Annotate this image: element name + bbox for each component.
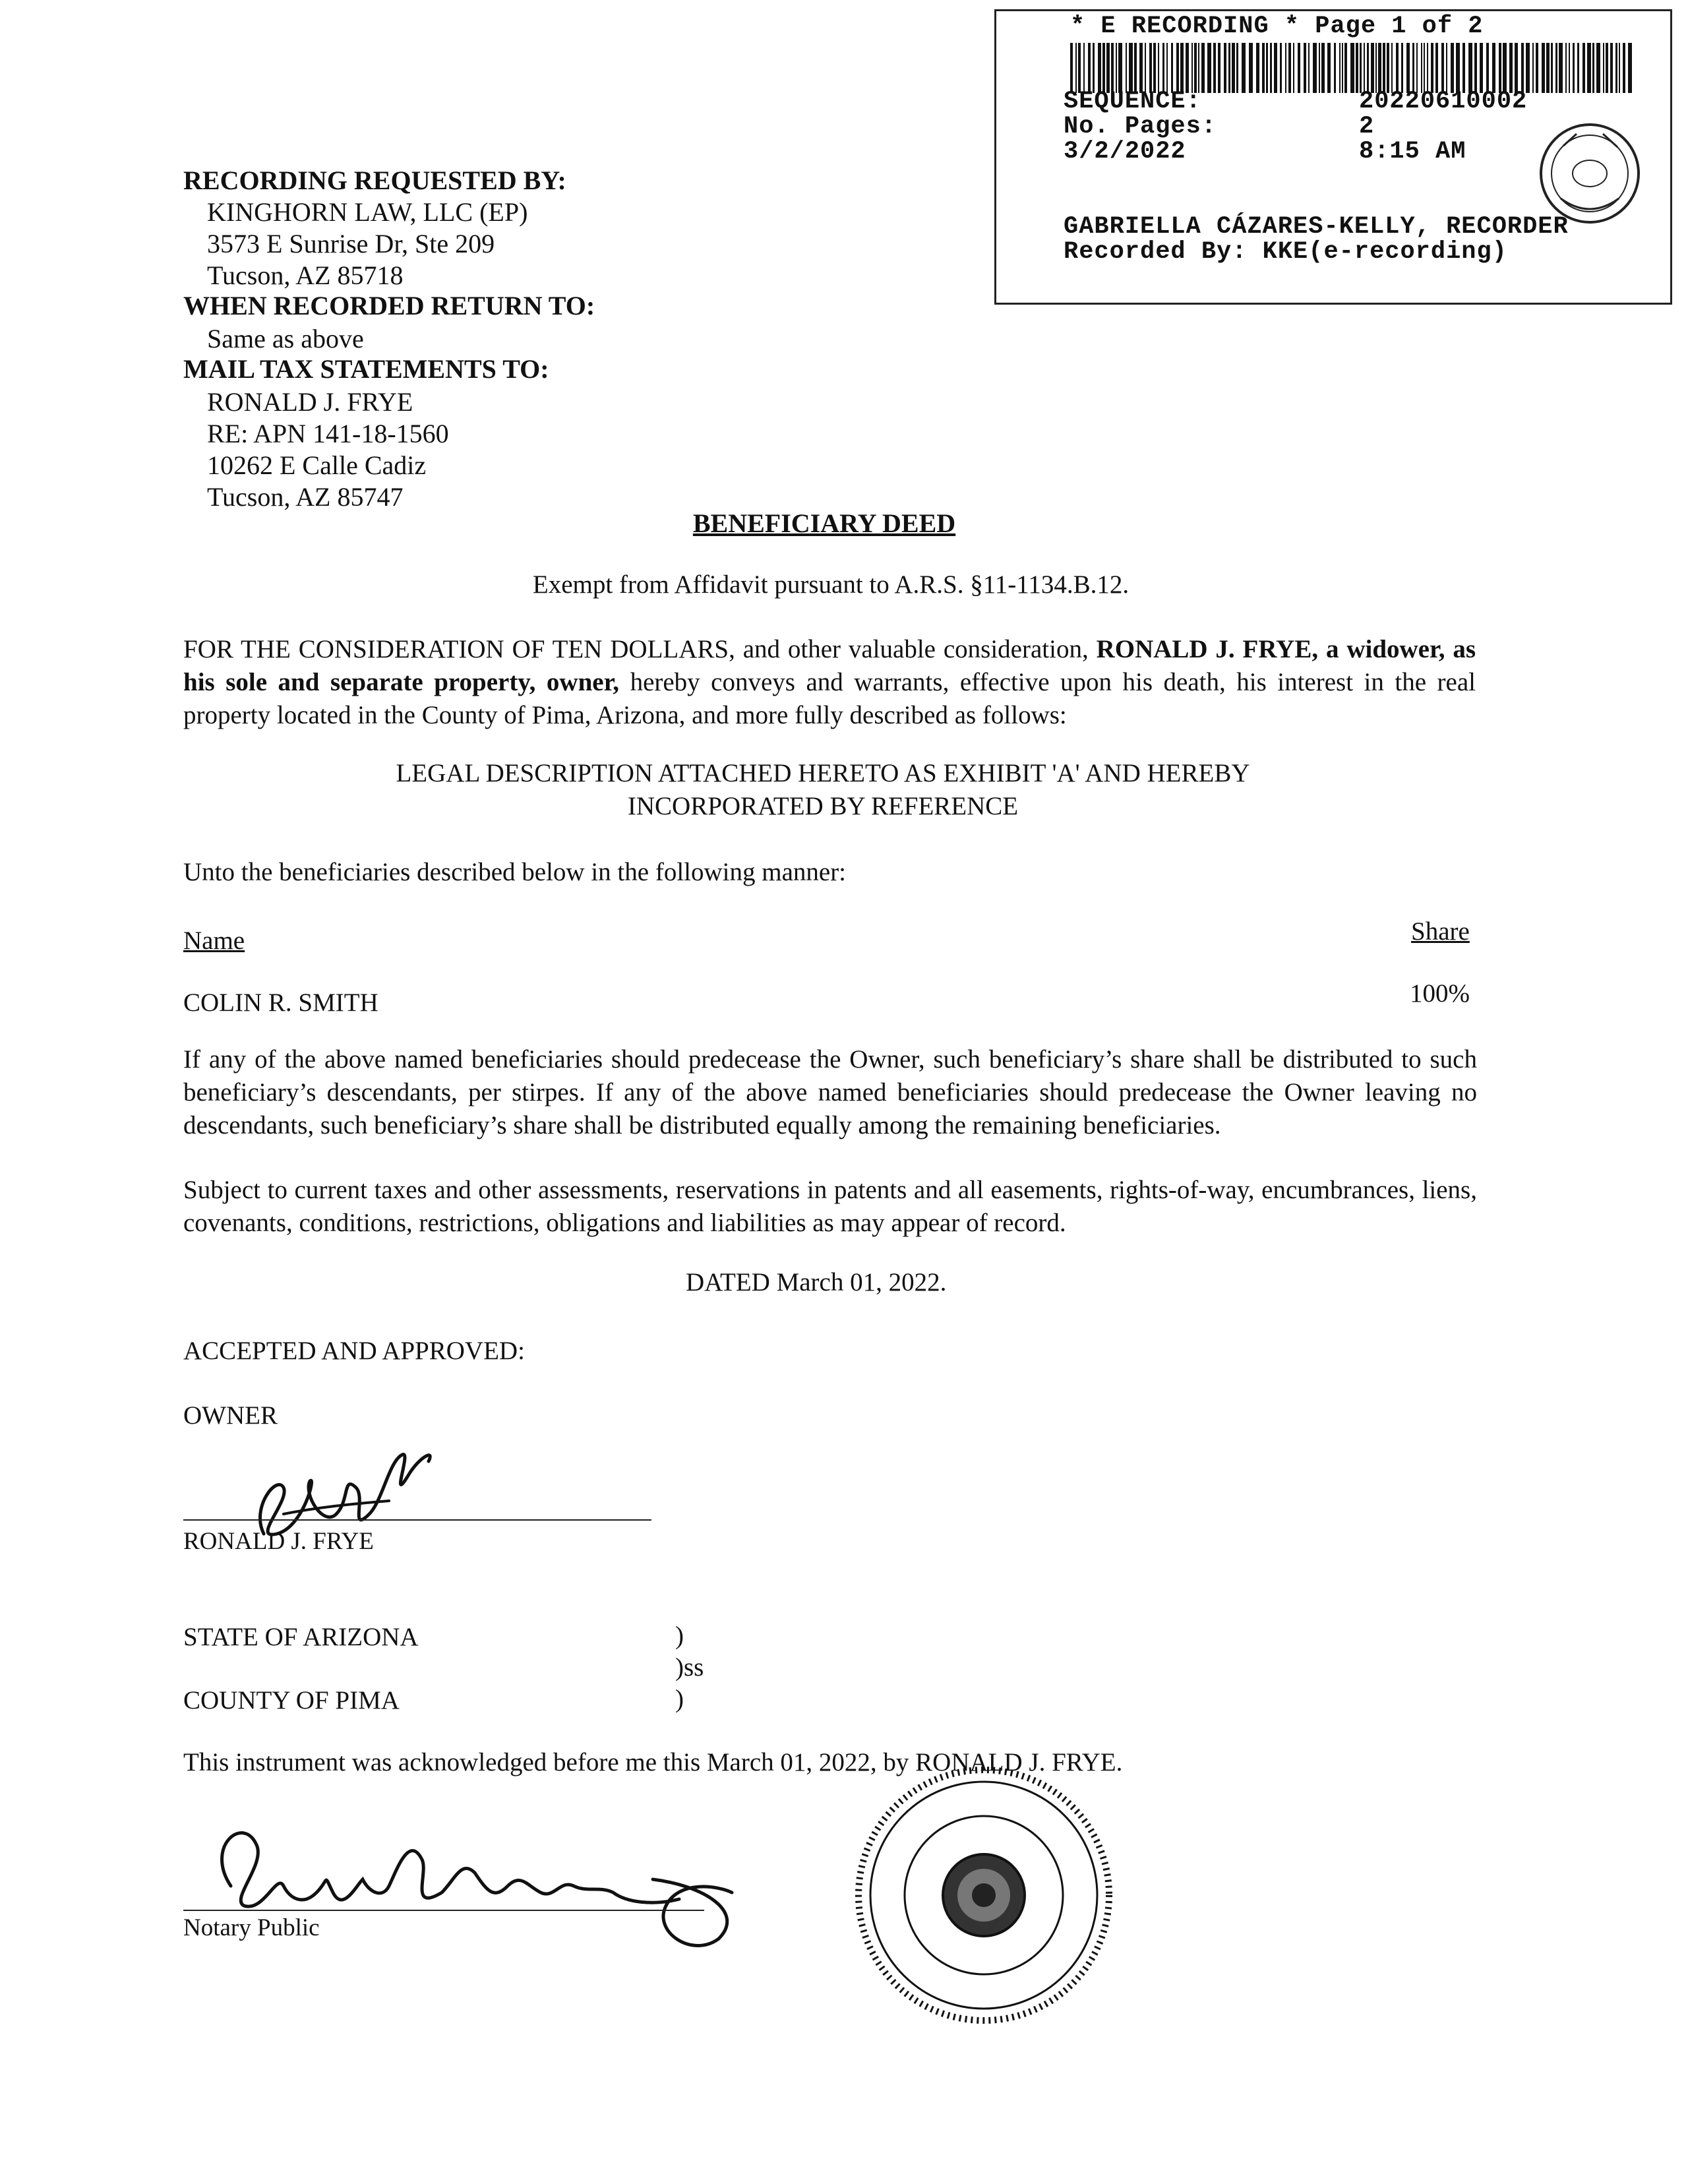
- predecease-paragraph: If any of the above named beneficiaries should predecease the Owner, such beneficiary’s share shall be distributed to such beneficiary’s descendants, per stirpes. If any of the above named beneficiaries should predecease the Owner leaving no descendants, such beneficiary’s share shall be distributed equally among the remaining beneficiaries.: [183, 1045, 1477, 1139]
- pages-value: 2: [1359, 113, 1375, 140]
- barcode-bar: [1441, 43, 1444, 93]
- barcode-bar: [1232, 43, 1235, 93]
- barcode-bar: [1139, 43, 1143, 93]
- grantor-description: RONALD J. FRYE, a widower, as his sole and separate property, owner,: [183, 635, 1476, 696]
- barcode-bar: [1213, 43, 1216, 93]
- barcode-bar: [1176, 43, 1179, 93]
- barcode-bar: [1509, 43, 1513, 93]
- consideration-text: FOR THE CONSIDERATION OF TEN DOLLARS, and other valuable consideration,: [183, 635, 1097, 663]
- barcode-bar: [1623, 43, 1625, 93]
- barcode-bar: [1228, 43, 1230, 93]
- barcode-bar: [1116, 43, 1117, 93]
- barcode-bar: [1371, 43, 1374, 93]
- accepted-label: ACCEPTED AND APPROVED:: [183, 1337, 525, 1365]
- barcode-bar: [1242, 43, 1246, 93]
- legal-description-line: LEGAL DESCRIPTION ATTACHED HERETO AS EXHIBIT 'A' AND HEREBY: [396, 759, 1250, 787]
- barcode-bar: [1218, 43, 1221, 93]
- barcode-bar: [1551, 43, 1553, 93]
- barcode-bar: [1149, 43, 1152, 93]
- barcode-bar: [1298, 43, 1300, 93]
- stamp-header: * E RECORDING * Page 1 of 2: [1070, 13, 1484, 40]
- return-to-line: Same as above: [207, 324, 364, 353]
- barcode-bar: [1427, 43, 1428, 93]
- barcode-bar: [1126, 43, 1127, 93]
- barcode-bar: [1565, 43, 1567, 93]
- barcode-bar: [1582, 43, 1585, 93]
- barcode-bar: [1468, 43, 1472, 93]
- barcode-bar: [1474, 43, 1477, 93]
- barcode-bar: [1293, 43, 1294, 93]
- subject-to-paragraph: Subject to current taxes and other assessments, reservations in patents and all easements, rights-of-way, encumbrances, liens, covenants, conditions, restrictions, obligations and liabilities as may appear of record.: [183, 1176, 1477, 1237]
- mail-tax-line: RONALD J. FRYE: [207, 387, 413, 417]
- barcode-bar: [1542, 43, 1545, 93]
- barcode-bar: [1280, 43, 1282, 93]
- barcode-bar: [1596, 43, 1600, 93]
- sequence-value: 20220610002: [1359, 88, 1528, 115]
- requested-by-line: Tucson, AZ 85718: [207, 260, 404, 290]
- barcode-bar: [1308, 43, 1310, 93]
- barcode-bar: [1078, 43, 1081, 93]
- return-to-label: WHEN RECORDED RETURN TO:: [183, 291, 595, 320]
- barcode-bar: [1093, 43, 1095, 93]
- mail-tax-line: 10262 E Calle Cadiz: [207, 450, 427, 480]
- barcode-bar: [1378, 43, 1381, 93]
- barcode-bar: [1503, 43, 1507, 93]
- barcode-bar: [1129, 43, 1133, 93]
- barcode-bar: [1610, 43, 1613, 93]
- barcode-bar: [1356, 43, 1358, 93]
- barcode-bar: [1396, 43, 1399, 93]
- state-line: STATE OF ARIZONA: [183, 1623, 419, 1651]
- barcode-bar: [1111, 43, 1114, 93]
- barcode-bar: [1083, 43, 1085, 93]
- recording-date: 3/2/2022: [1064, 138, 1186, 166]
- recorder-name: GABRIELLA CÁZARES-KELLY, RECORDER: [1064, 213, 1569, 241]
- barcode-bar: [1274, 43, 1277, 93]
- barcode-bar: [1559, 43, 1563, 93]
- county-line: COUNTY OF PIMA: [183, 1686, 400, 1714]
- owner-name: RONALD J. FRYE: [183, 1528, 374, 1555]
- barcode-bar: [1569, 43, 1570, 93]
- barcode-bar: [1344, 43, 1347, 93]
- sequence-label: SEQUENCE:: [1064, 88, 1201, 115]
- barcode-bar: [1628, 43, 1632, 93]
- barcode-bar: [1153, 43, 1156, 93]
- barcode-bar: [1431, 43, 1433, 93]
- barcode-bar: [1406, 43, 1410, 93]
- recording-time: 8:15 AM: [1359, 138, 1466, 166]
- barcode-bar: [1249, 43, 1253, 93]
- barcode-bar: [1546, 43, 1550, 93]
- barcode-bar: [1555, 43, 1557, 93]
- barcode-bar: [1186, 43, 1189, 93]
- barcode-bar: [1462, 43, 1465, 93]
- barcode-bar: [1134, 43, 1137, 93]
- consideration-text: hereby conveys and warrants, effective upon his death, his interest in the real property located in the County of Pima, Arizona, and more fully described as follows:: [183, 668, 1476, 729]
- beneficiary-name: COLIN R. SMITH: [183, 988, 378, 1017]
- barcode-bar: [1166, 43, 1168, 93]
- barcode-bar: [1342, 43, 1343, 93]
- notary-signature-line: [183, 1910, 704, 1911]
- barcode-bar: [1070, 43, 1073, 93]
- barcode-bar: [1446, 43, 1447, 93]
- barcode-bar: [1201, 43, 1205, 93]
- barcode-bar: [1587, 43, 1591, 93]
- barcode-bar: [1521, 43, 1524, 93]
- unto-line: Unto the beneficiaries described below in the following manner:: [183, 858, 847, 886]
- share-column-header: Share: [1411, 917, 1470, 946]
- barcode-bar: [1256, 43, 1259, 93]
- barcode-bar: [1304, 43, 1306, 93]
- barcode-bar: [1319, 43, 1320, 93]
- exempt-line: Exempt from Affidavit pursuant to A.R.S. §11-1134.B.12.: [532, 570, 1130, 599]
- requested-by-label: RECORDING REQUESTED BY:: [183, 166, 566, 195]
- barcode-bar: [1313, 43, 1317, 93]
- barcode-bar: [1532, 43, 1534, 93]
- barcode-bar: [1266, 43, 1268, 93]
- barcode-bar: [1194, 43, 1197, 93]
- consideration-paragraph: [183, 633, 1476, 732]
- barcode-bar: [1424, 43, 1425, 93]
- barcode-bar: [1360, 43, 1362, 93]
- requested-by-line: KINGHORN LAW, LLC (EP): [207, 197, 528, 227]
- barcode-bar: [1191, 43, 1193, 93]
- barcode-bar: [1592, 43, 1594, 93]
- barcode-bar: [1270, 43, 1272, 93]
- barcode-bar: [1098, 43, 1101, 93]
- barcode-bar: [1106, 43, 1110, 93]
- barcode-bar: [1236, 43, 1238, 93]
- owner-label: OWNER: [183, 1401, 278, 1430]
- notary-label: Notary Public: [183, 1914, 320, 1941]
- beneficiary-share: 100%: [1410, 979, 1470, 1008]
- recorder-seal-icon: [1537, 121, 1643, 226]
- requested-by-line: 3573 E Sunrise Dr, Ste 209: [207, 229, 495, 258]
- mail-tax-label: MAIL TAX STATEMENTS TO:: [183, 354, 549, 384]
- barcode-bar: [1499, 43, 1501, 93]
- document-title: BENEFICIARY DEED: [692, 508, 956, 538]
- acknowledgment-line: This instrument was acknowledged before me this March 01, 2022, by RONALD J. FRYE.: [183, 1748, 1123, 1776]
- barcode-bar: [1364, 43, 1365, 93]
- barcode-bar: [1451, 43, 1454, 93]
- mail-tax-line: Tucson, AZ 85747: [207, 482, 404, 512]
- barcode-bar: [1198, 43, 1199, 93]
- barcode-bar: [1367, 43, 1369, 93]
- barcode-bar: [1421, 43, 1422, 93]
- name-column-header: Name: [183, 926, 245, 955]
- barcode-bar: [1412, 43, 1414, 93]
- barcode-bar: [1207, 43, 1211, 93]
- venue-paren: ): [675, 1685, 684, 1713]
- barcode-bar: [1480, 43, 1483, 93]
- recorded-by: Recorded By: KKE(e-recording): [1064, 238, 1507, 266]
- barcode-bar: [1075, 43, 1077, 93]
- barcode-bar: [1492, 43, 1495, 93]
- barcode: [1070, 43, 1633, 93]
- barcode-bar: [1619, 43, 1620, 93]
- barcode-bar: [1288, 43, 1291, 93]
- barcode-bar: [1603, 43, 1604, 93]
- barcode-bar: [1606, 43, 1608, 93]
- barcode-bar: [1615, 43, 1617, 93]
- barcode-bar: [1526, 43, 1530, 93]
- barcode-bar: [1180, 43, 1184, 93]
- barcode-bar: [1515, 43, 1518, 93]
- venue-paren: ): [675, 1622, 684, 1650]
- barcode-bar: [1391, 43, 1393, 93]
- barcode-bar: [1375, 43, 1377, 93]
- barcode-bar: [1339, 43, 1341, 93]
- barcode-bar: [1401, 43, 1403, 93]
- mail-tax-line: RE: APN 141-18-1560: [207, 419, 449, 448]
- barcode-bar: [1158, 43, 1159, 93]
- barcode-bar: [1145, 43, 1146, 93]
- barcode-bar: [1486, 43, 1489, 93]
- barcode-bar: [1416, 43, 1418, 93]
- dated-line: DATED March 01, 2022.: [686, 1268, 947, 1296]
- barcode-bar: [1321, 43, 1325, 93]
- legal-description-line: INCORPORATED BY REFERENCE: [627, 792, 1019, 820]
- barcode-bar: [1327, 43, 1331, 93]
- barcode-bar: [1162, 43, 1164, 93]
- recording-stamp: [994, 9, 1672, 305]
- notary-seal-icon: [851, 1762, 1117, 2028]
- barcode-bar: [1577, 43, 1579, 93]
- owner-signature-line: [183, 1519, 651, 1521]
- barcode-bar: [1350, 43, 1354, 93]
- barcode-bar: [1383, 43, 1385, 93]
- barcode-bar: [1171, 43, 1173, 93]
- barcode-bar: [1435, 43, 1438, 93]
- barcode-bar: [1387, 43, 1389, 93]
- barcode-bar: [1088, 43, 1091, 93]
- venue-ss: )ss: [675, 1653, 704, 1682]
- barcode-bar: [1118, 43, 1122, 93]
- barcode-bar: [1456, 43, 1460, 93]
- barcode-bar: [1102, 43, 1105, 93]
- barcode-bar: [1285, 43, 1286, 93]
- barcode-bar: [1262, 43, 1265, 93]
- barcode-bar: [1224, 43, 1226, 93]
- pages-label: No. Pages:: [1064, 113, 1217, 140]
- barcode-bar: [1573, 43, 1575, 93]
- barcode-bar: [1536, 43, 1538, 93]
- barcode-bar: [1334, 43, 1336, 93]
